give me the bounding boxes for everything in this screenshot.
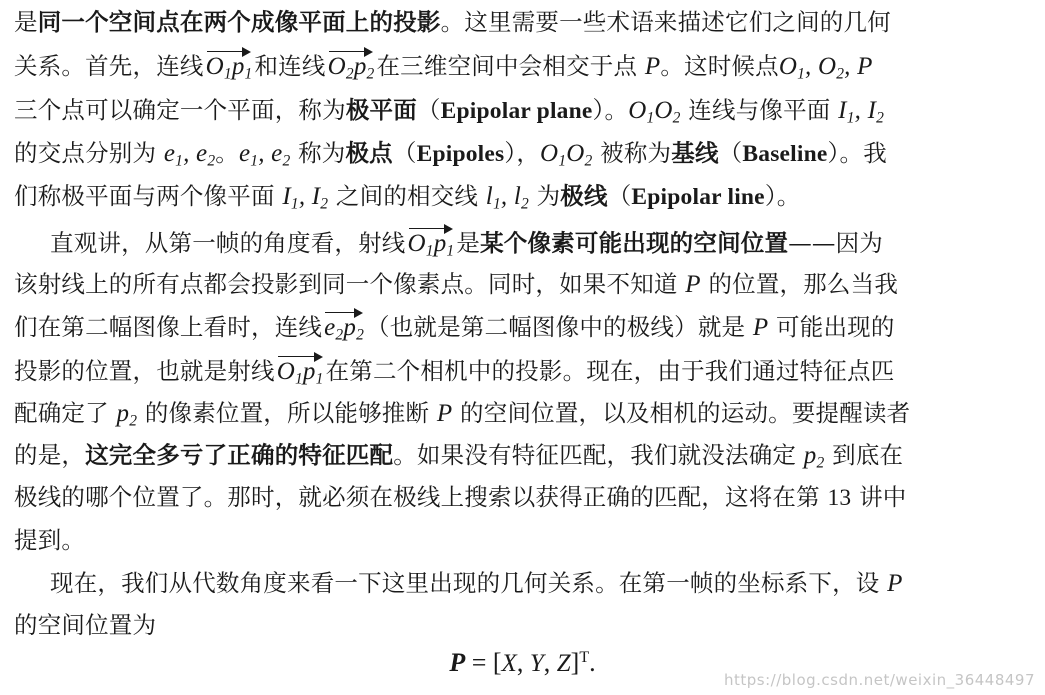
p1-line-2 xyxy=(14,47,1034,85)
text: 到底在 xyxy=(832,441,904,469)
text: 和连线 xyxy=(254,52,326,80)
p1-line-4: 的交点分别为 $e_1$, $e_2$。$e_1$, $e_2$ 称为极点（Epipoles），$O_1O_2$ 被称为基线（Baseline）。我 xyxy=(14,139,887,170)
text: 可能出现的 xyxy=(776,313,895,341)
text: 为 xyxy=(536,182,561,210)
vector-e2p2: $e_2p_2$ xyxy=(324,310,364,342)
text: （也就是第二幅图像中的极线）就是 xyxy=(366,313,746,341)
p1-line-3: 三个点可以确定一个平面，称为极平面（Epipolar plane）。$O_1O_2$ 连线与像平面 $I_1$, $I_2$ xyxy=(14,96,885,127)
math-e1e2: $e_1$, $e_2$ xyxy=(238,140,291,170)
term-epipoles: 极点 xyxy=(345,139,393,167)
text: 投影的位置，也就是射线 xyxy=(14,357,275,385)
term-english: Epipolar line xyxy=(631,184,765,210)
text: 的空间位置为 xyxy=(14,611,157,639)
math-I1I2: $I_1$, $I_2$ xyxy=(282,183,329,213)
math-p2: $p_2$ xyxy=(116,400,138,430)
text: ——因为 xyxy=(788,229,883,257)
text: 们称极平面与两个像平面 xyxy=(14,182,275,210)
text: 提到。 xyxy=(14,526,86,554)
bold-text: 同一个空间点在两个成像平面上的投影 xyxy=(37,8,441,36)
p2-line-6 xyxy=(14,436,1034,474)
bold-text: 某个像素可能出现的空间位置 xyxy=(480,229,789,257)
math-bold-P: P xyxy=(449,648,466,677)
text: 称为 xyxy=(298,139,346,167)
p2-line-2 xyxy=(14,265,1034,303)
term-epipolar-line: 极线 xyxy=(560,182,608,210)
text: 连线与像平面 xyxy=(688,96,831,124)
text: 该射线上的所有点都会投影到同一个像素点。同时，如果不知道 xyxy=(14,270,678,298)
watermark: https://blog.csdn.net/weixin_36448497 xyxy=(723,671,1035,689)
number: 13 xyxy=(827,485,852,511)
math-O1O2: $O_1O_2$ xyxy=(540,140,593,170)
text: 关系。首先，连线 xyxy=(14,52,204,80)
text: 的像素位置，所以能够推断 xyxy=(144,399,430,427)
text: 在第二个相机中的投影。现在，由于我们通过特征点匹 xyxy=(325,357,895,385)
term-epipolar-plane: 极平面 xyxy=(345,96,417,124)
math-P: P xyxy=(752,314,769,341)
math-l1l2: $l_1$, $l_2$ xyxy=(485,183,529,213)
vector-O2p2: $O_2p_2$ xyxy=(328,49,375,81)
text: 是 xyxy=(14,8,38,36)
math-I1I2: $I_1$, $I_2$ xyxy=(838,97,885,127)
p2-line-7 xyxy=(14,478,1034,516)
math-e1e2: $e_1$, $e_2$ xyxy=(163,140,216,170)
text: 被称为 xyxy=(600,139,672,167)
vector-O1p1: $O_1p_1$ xyxy=(277,354,324,386)
text: 讲中 xyxy=(859,483,907,511)
p2-line-1 xyxy=(50,224,1034,262)
p2-line-8 xyxy=(14,521,1034,559)
term-english: Baseline xyxy=(742,141,828,167)
text: 。这时候点 xyxy=(660,52,779,80)
bold-text: 这完全多亏了正确的特征匹配 xyxy=(85,441,394,469)
math-P: P xyxy=(644,53,661,80)
math-P: P xyxy=(436,400,453,427)
term-baseline: 基线 xyxy=(671,139,719,167)
text: 们在第二幅图像上看时，连线 xyxy=(14,313,323,341)
text: 直观讲，从第一帧的角度看，射线 xyxy=(50,229,406,257)
p3-line-2 xyxy=(14,606,1034,644)
text: 之间的相交线 xyxy=(335,182,479,210)
text: 是 xyxy=(456,229,481,257)
vector-O1p1: $O_1p_1$ xyxy=(206,49,253,81)
math-p2: $p_2$ xyxy=(803,442,825,472)
text: 的是， xyxy=(14,441,86,469)
p3-line-1 xyxy=(50,564,1034,602)
text: 的交点分别为 xyxy=(14,139,157,167)
text: 极线的哪个位置了。那时，就必须在极线上搜索以获得正确的匹配，这将在第 xyxy=(14,483,820,511)
term-english: Epipoles xyxy=(416,141,505,167)
p2-line-5 xyxy=(14,394,1034,432)
p1-line-5: 们称极平面与两个像平面 $I_1$, $I_2$ 之间的相交线 $l_1$, $l_2$ 为极线（Epipolar line）。 xyxy=(14,182,801,213)
math-P: P xyxy=(685,271,701,298)
term-english: Epipolar plane xyxy=(440,98,593,124)
equation-P: P = [X, Y, Z]$^T$. xyxy=(449,648,596,677)
text: 的空间位置，以及相机的运动。要提醒读者 xyxy=(460,399,911,427)
text: 现在，我们从代数角度来看一下这里出现的几何关系。在第一帧的坐标系下，设 xyxy=(50,569,880,597)
p1-line-1 xyxy=(14,3,1034,41)
text: 配确定了 xyxy=(14,399,109,427)
math-O1O2: $O_1O_2$ xyxy=(628,97,681,127)
math-O1O2P: $O_1$, $O_2$, P xyxy=(778,53,873,83)
text: 三个点可以确定一个平面，称为 xyxy=(14,96,346,124)
text: 的位置，那么当我 xyxy=(708,270,899,298)
text: 在三维空间中会相交于点 xyxy=(376,52,638,80)
text: 。如果没有特征匹配，我们就没法确定 xyxy=(393,441,797,469)
p2-line-3 xyxy=(14,308,1034,346)
p2-line-4 xyxy=(14,352,1034,390)
math-P: P xyxy=(887,570,903,597)
vector-O1p1: $O_1p_1$ xyxy=(408,226,455,258)
text: 。这里需要一些术语来描述它们之间的几何 xyxy=(440,8,891,36)
